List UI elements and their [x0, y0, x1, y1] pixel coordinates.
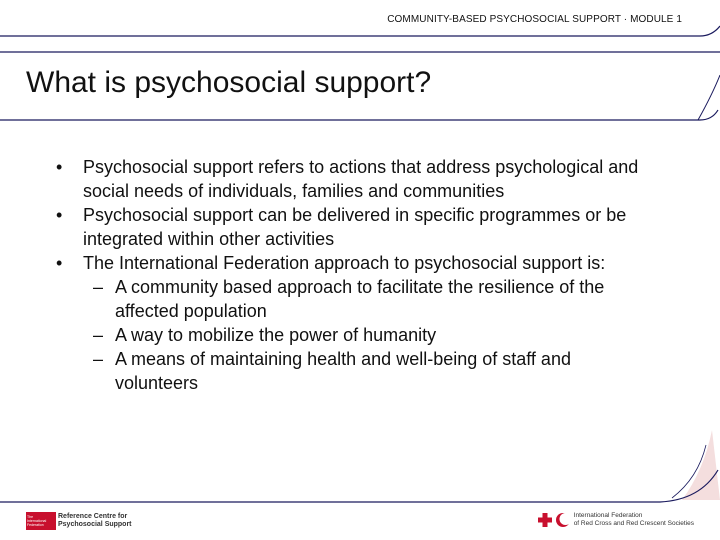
bullet-text: The International Federation approach to psychosocial support is:	[83, 253, 606, 273]
bullet-marker: •	[56, 157, 63, 177]
slide-title: What is psychosocial support?	[26, 66, 432, 99]
bullet-list	[56, 155, 656, 395]
reference-centre-logo	[26, 512, 132, 530]
red-cross-icon	[537, 512, 553, 528]
bullet-text: Psychosocial support can be delivered in specific programmes or be integrated within other activities	[83, 205, 627, 249]
logo-line-1: Reference Centre for	[58, 513, 128, 520]
bullet-item	[56, 251, 656, 275]
sub-bullet-text: A means of maintaining health and well-being of staff and volunteers	[115, 349, 571, 393]
sub-bullet-marker: –	[93, 325, 104, 345]
bullet-text: Psychosocial support refers to actions that address psychological and social needs of individuals, families and communities	[83, 157, 639, 201]
bullet-marker: •	[56, 205, 63, 225]
sub-bullet-item	[56, 323, 656, 347]
red-crescent-icon	[555, 512, 571, 528]
federation-logo-box: The International Federation	[26, 512, 56, 530]
ifrc-line-1: International Federation	[573, 512, 643, 519]
sub-bullet-item	[56, 347, 656, 395]
bullet-item	[56, 203, 656, 251]
bullet-marker: •	[56, 253, 63, 273]
sub-bullet-marker: –	[93, 277, 104, 297]
sub-bullet-text: A way to mobilize the power of humanity	[115, 325, 437, 345]
ifrc-line-2: of Red Cross and Red Crescent Societies	[573, 520, 694, 527]
module-header: COMMUNITY-BASED PSYCHOSOCIAL SUPPORT · MODULE 1	[387, 14, 682, 25]
ifrc-logo	[537, 512, 694, 528]
sub-bullet-text: A community based approach to facilitate the resilience of the affected population	[115, 277, 605, 321]
sub-bullet-item	[56, 275, 656, 323]
logo-line-2: Psychosocial Support	[58, 521, 132, 528]
sub-bullet-marker: –	[93, 349, 104, 369]
bullet-item	[56, 155, 656, 203]
